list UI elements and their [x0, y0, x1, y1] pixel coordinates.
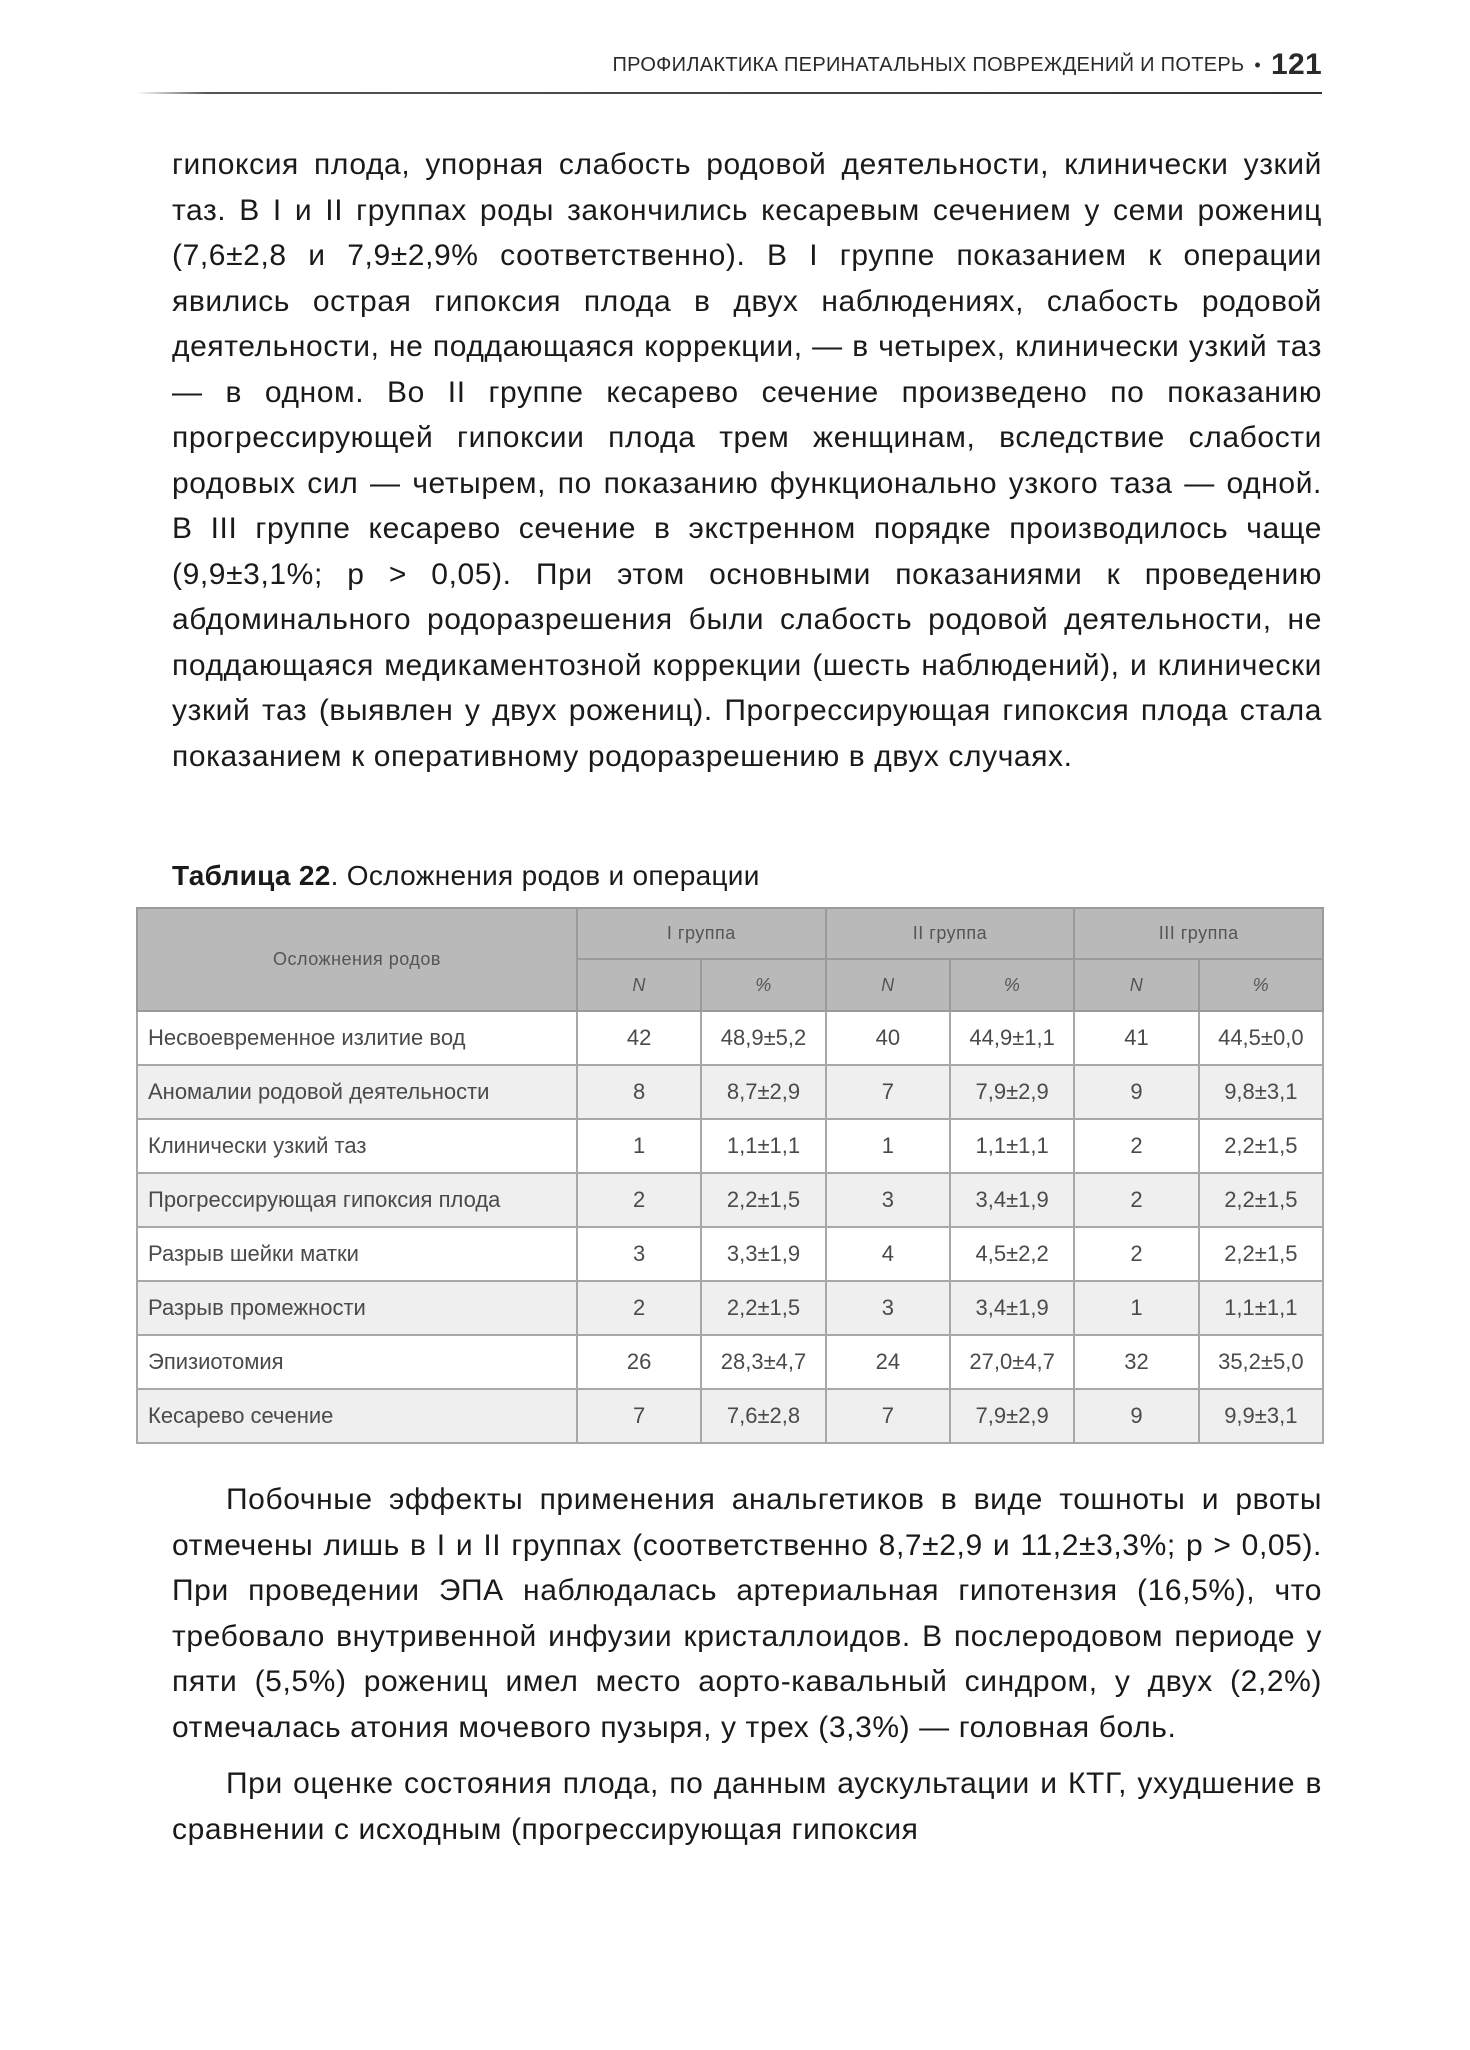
complications-table	[136, 907, 1324, 1444]
cell-percent: 2,2±1,5	[1199, 1227, 1323, 1281]
table-row	[137, 1173, 1323, 1227]
cell-count: 41	[1074, 1011, 1198, 1065]
cell-percent: 7,6±2,8	[701, 1389, 825, 1443]
cell-count: 7	[826, 1065, 950, 1119]
paragraph-3: При оценке состояния плода, по данным аускультации и КТГ, ухудшение в сравнении с исходным (прогрессирующая гипоксия	[172, 1767, 1322, 1846]
cell-count: 1	[826, 1119, 950, 1173]
cell-percent: 9,8±3,1	[1199, 1065, 1323, 1119]
cell-percent: 44,5±0,0	[1199, 1011, 1323, 1065]
subheader-percent: %	[701, 959, 825, 1011]
cell-percent: 8,7±2,9	[701, 1065, 825, 1119]
table-row	[137, 1065, 1323, 1119]
cell-percent: 7,9±2,9	[950, 1389, 1074, 1443]
row-label: Прогрессирующая гипоксия плода	[137, 1173, 577, 1227]
table-caption-text: . Осложнения родов и операции	[330, 860, 760, 891]
cell-count: 2	[577, 1173, 701, 1227]
row-label: Клинически узкий таз	[137, 1119, 577, 1173]
cell-count: 3	[826, 1173, 950, 1227]
table-row	[137, 1281, 1323, 1335]
cell-percent: 44,9±1,1	[950, 1011, 1074, 1065]
cell-percent: 48,9±5,2	[701, 1011, 825, 1065]
row-label: Несвоевременное излитие вод	[137, 1011, 577, 1065]
table-row	[137, 1227, 1323, 1281]
subheader-n: N	[577, 959, 701, 1011]
cell-count: 9	[1074, 1065, 1198, 1119]
cell-percent: 3,4±1,9	[950, 1173, 1074, 1227]
header-group-2: II группа	[826, 908, 1075, 959]
table-header	[137, 908, 1323, 1011]
header-group-1: I группа	[577, 908, 826, 959]
header-rule	[136, 92, 1322, 94]
table-caption-label: Таблица 22	[172, 860, 331, 891]
running-header	[136, 42, 1322, 94]
cell-count: 1	[577, 1119, 701, 1173]
cell-count: 40	[826, 1011, 950, 1065]
cell-count: 2	[577, 1281, 701, 1335]
row-label: Эпизиотомия	[137, 1335, 577, 1389]
cell-percent: 28,3±4,7	[701, 1335, 825, 1389]
cell-count: 3	[577, 1227, 701, 1281]
table-row	[137, 1335, 1323, 1389]
cell-percent: 1,1±1,1	[701, 1119, 825, 1173]
subheader-n: N	[826, 959, 950, 1011]
header-text	[612, 48, 1322, 82]
table-row	[137, 1119, 1323, 1173]
table-caption	[172, 860, 760, 892]
subheader-n: N	[1074, 959, 1198, 1011]
cell-count: 9	[1074, 1389, 1198, 1443]
cell-percent: 1,1±1,1	[1199, 1281, 1323, 1335]
cell-percent: 1,1±1,1	[950, 1119, 1074, 1173]
page-number: 121	[1271, 48, 1322, 81]
cell-count: 2	[1074, 1227, 1198, 1281]
cell-percent: 3,3±1,9	[701, 1227, 825, 1281]
paragraph-1: гипоксия плода, упорная слабость родовой деятельности, клинически узкий таз. В I и II группах роды закончились кесаревым сечением у семи рожениц (7,6±2,8 и 7,9±2,9% соответственно). В I группе показанием к операции явились острая гипоксия плода в двух наблюдениях, слабость родовой деятельности, не поддающаяся коррекции, — в четырех, клинически узкий таз — в одном. Во II группе кесарево сечение произведено по показанию прогрессирующей гипоксии плода трем женщинам, вследствие слабости родовых сил — четырем, по показанию функционально узкого таза — одной. В III группе кесарево сечение в экстренном порядке производилось чаще (9,9±3,1%; p > 0,05). При этом основными показаниями к проведению абдоминального родоразрешения были слабость родовой деятельности, не поддающаяся медикаментозной коррекции (шесть наблюдений), и клинически узкий таз (выявлен у двух рожениц). Прогрессирующая гипоксия плода стала показанием к оперативному родоразрешению в двух случаях.	[172, 148, 1322, 773]
cell-percent: 7,9±2,9	[950, 1065, 1074, 1119]
subheader-percent: %	[950, 959, 1074, 1011]
cell-percent: 2,2±1,5	[701, 1173, 825, 1227]
row-label: Разрыв шейки матки	[137, 1227, 577, 1281]
cell-count: 42	[577, 1011, 701, 1065]
row-label: Разрыв промежности	[137, 1281, 577, 1335]
cell-percent: 27,0±4,7	[950, 1335, 1074, 1389]
table-body	[137, 1011, 1323, 1443]
cell-percent: 4,5±2,2	[950, 1227, 1074, 1281]
header-title: ПРОФИЛАКТИКА ПЕРИНАТАЛЬНЫХ ПОВРЕЖДЕНИЙ И ПОТЕРЬ	[612, 54, 1245, 76]
cell-count: 7	[826, 1389, 950, 1443]
cell-count: 8	[577, 1065, 701, 1119]
header-group-3: III группа	[1074, 908, 1323, 959]
cell-percent: 3,4±1,9	[950, 1281, 1074, 1335]
cell-count: 1	[1074, 1281, 1198, 1335]
table-row	[137, 1011, 1323, 1065]
cell-count: 2	[1074, 1119, 1198, 1173]
cell-percent: 2,2±1,5	[1199, 1119, 1323, 1173]
cell-count: 2	[1074, 1173, 1198, 1227]
cell-count: 32	[1074, 1335, 1198, 1389]
cell-count: 4	[826, 1227, 950, 1281]
table-row	[137, 1389, 1323, 1443]
cell-percent: 35,2±5,0	[1199, 1335, 1323, 1389]
header-complications: Осложнения родов	[137, 908, 577, 1011]
subheader-percent: %	[1199, 959, 1323, 1011]
paragraph-2: Побочные эффекты применения анальгетиков в виде тошноты и рвоты отмечены лишь в I и II группах (соответственно 8,7±2,9 и 11,2±3,3%; p > 0,05). При проведении ЭПА наблюдалась артериальная гипотензия (16,5%), что требовало внутривенной инфузии кристаллоидов. В послеродовом периоде у пяти (5,5%) рожениц имел место аорто-кавальный синдром, у двух (2,2%) отмечалась атония мочевого пузыря, у трех (3,3%) — головная боль.	[172, 1483, 1322, 1744]
cell-percent: 9,9±3,1	[1199, 1389, 1323, 1443]
cell-percent: 2,2±1,5	[701, 1281, 825, 1335]
cell-count: 24	[826, 1335, 950, 1389]
cell-count: 26	[577, 1335, 701, 1389]
cell-count: 7	[577, 1389, 701, 1443]
row-label: Аномалии родовой деятельности	[137, 1065, 577, 1119]
row-label: Кесарево сечение	[137, 1389, 577, 1443]
cell-count: 3	[826, 1281, 950, 1335]
cell-percent: 2,2±1,5	[1199, 1173, 1323, 1227]
header-bullet: •	[1254, 55, 1262, 75]
